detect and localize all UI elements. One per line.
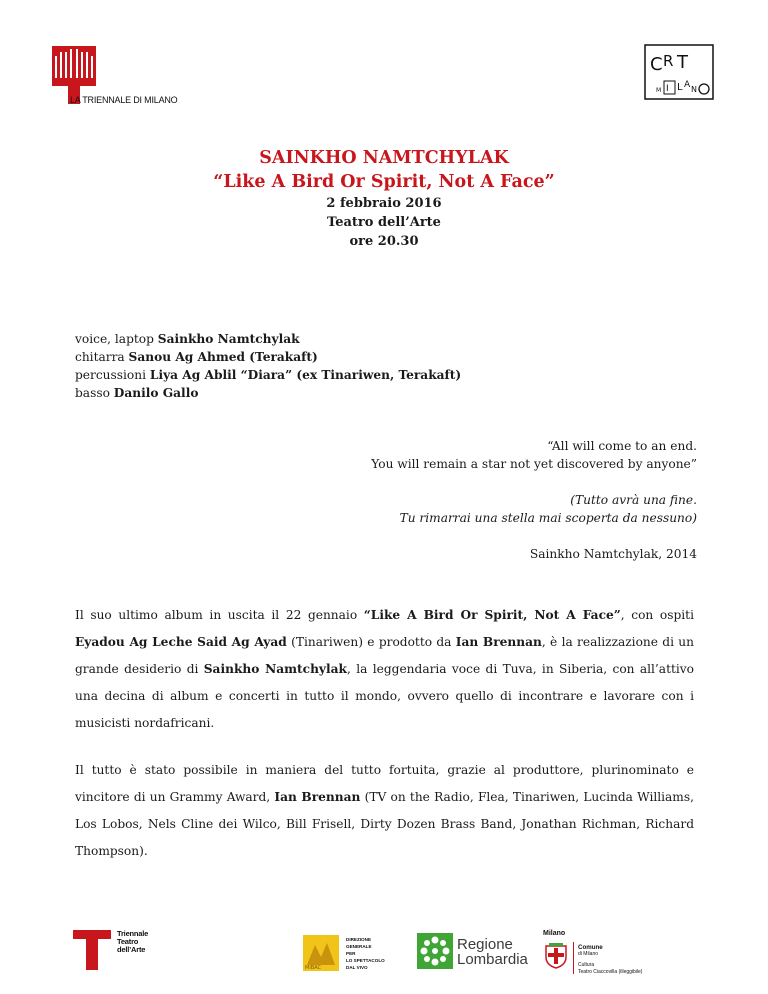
- paragraph: Il tutto è stato possibile in maniera del tutto fortuita, grazie al produttore, plurinominato e vincitore di un Grammy Award, Ian Brennan (TV on the Radio, Flea, Tinariwen, Lucinda Williams, Los Lobos, Nels Cline dei Wilco, Bill Frisell, Dirty Dozen Brass Band, Jonathan Richman, Richard Thompson).: [75, 763, 694, 858]
- album-title: “Like A Bird Or Spirit, Not A Face”: [213, 172, 555, 192]
- svg-text:L: L: [677, 82, 683, 93]
- event-time: ore 20.30: [349, 234, 419, 249]
- direzione-generale-text: DIREZIONE GENERALE PER LO SPETTACOLO DAL VIVO: [346, 937, 385, 970]
- svg-text:I: I: [666, 84, 669, 94]
- svg-text:MiBAC: MiBAC: [305, 965, 321, 971]
- svg-text:M: M: [656, 87, 662, 94]
- paragraph: Il suo ultimo album in uscita il 22 gennaio “Like A Bird Or Spirit, Not A Face”, con ospiti Eyadou Ag Leche Said Ag Ayad (Tinariwen) e prodotto da Ian Brennan, è la realizzazione di un grande desiderio di Sainkho Namtchylak, la leggendaria voce di Tuva, in Siberia, con all’attivo una decina di album e concerti in tutto il mondo, ovvero quello di incontrare e lavorare con i musicisti nordafricani.: [75, 608, 695, 730]
- svg-text:T: T: [677, 52, 688, 73]
- artist-name: SAINKHO NAMTCHYLAK: [259, 148, 509, 168]
- credits-list: [75, 330, 461, 402]
- event-title-block: [0, 146, 768, 251]
- credit-line: percussioni Liya Ag Ablil “Diara” (ex Tinariwen, Terakaft): [75, 368, 462, 382]
- quote-en-line: “All will come to an end.: [547, 439, 697, 453]
- milano-label: Milano: [543, 930, 566, 937]
- regione-lombardia-icon: [417, 933, 453, 969]
- quote-attribution: Sainkho Namtchylak, 2014: [529, 547, 697, 561]
- svg-text:N: N: [691, 85, 697, 94]
- quote-it-line: (Tutto avrà una fine.: [570, 493, 697, 507]
- mibac-logo: [303, 935, 339, 971]
- quote-it-line: Tu rimarrai una stella mai scoperta da nessuno): [399, 511, 697, 525]
- comune-divider: [573, 942, 574, 974]
- comune-crest-icon: [545, 943, 567, 969]
- triennale-teatro-logo: [73, 930, 111, 970]
- quote-block: [371, 437, 697, 563]
- triennale-teatro-text: Triennale Teatro dell’Arte: [117, 929, 149, 954]
- crt-milano-logo: [644, 44, 714, 100]
- event-date: 2 febbraio 2016: [326, 196, 442, 211]
- quote-en-line: You will remain a star not yet discovered by anyone”: [371, 457, 697, 471]
- svg-text:C: C: [650, 54, 663, 75]
- credit-line: chitarra Sanou Ag Ahmed (Terakaft): [75, 350, 318, 364]
- credit-line: basso Danilo Gallo: [75, 386, 199, 400]
- svg-text:A: A: [684, 80, 691, 90]
- comune-text: Comune di Milano Cultura Teatro Ciaccovilla (illeggibile): [578, 944, 643, 975]
- triennale-label: LA TRIENNALE DI MILANO: [70, 95, 178, 105]
- regione-lombardia-text: Regione Lombardia: [457, 936, 528, 968]
- credit-line: voice, laptop Sainkho Namtchylak: [75, 332, 300, 346]
- svg-text:R: R: [663, 52, 674, 70]
- body-text: [75, 602, 694, 885]
- event-venue: Teatro dell’Arte: [327, 215, 441, 230]
